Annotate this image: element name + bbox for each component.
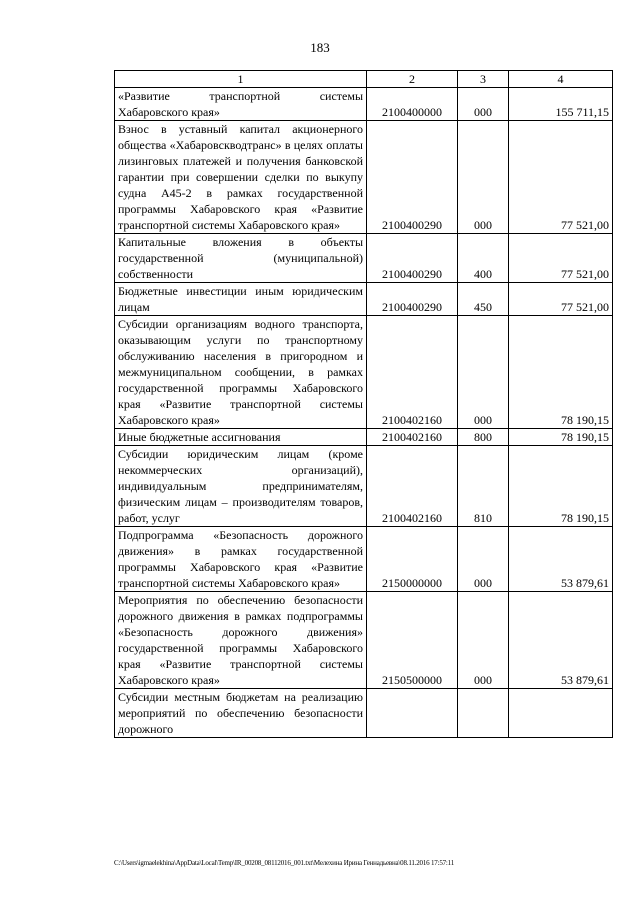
page-number: 183 <box>310 40 330 55</box>
table-row <box>115 527 613 592</box>
row-name: Иные бюджетные ассигнования <box>115 429 367 446</box>
row-sum: 53 879,61 <box>509 527 613 592</box>
row-code: 2150000000 <box>367 527 458 592</box>
row-code: 2100400290 <box>367 121 458 234</box>
file-path-footer: C:\Users\igmaelekhina\AppData\Local\Temp\IR_00208_08112016_001.txt\Мелехина Ирина Геннадьевна\08.11.2016 17:57:11 <box>114 859 455 867</box>
row-kind: 000 <box>458 527 509 592</box>
table-row <box>115 429 613 446</box>
header-col-1: 1 <box>115 71 367 88</box>
row-sum <box>509 689 613 738</box>
row-kind: 450 <box>458 283 509 316</box>
row-kind: 400 <box>458 234 509 283</box>
row-sum: 155 711,15 <box>509 88 613 121</box>
row-sum: 78 190,15 <box>509 446 613 527</box>
table-row <box>115 592 613 689</box>
row-kind: 800 <box>458 429 509 446</box>
table-row <box>115 446 613 527</box>
row-name: Субсидии местным бюджетам на реализацию мероприятий по обеспечению безопасности дорожного <box>115 689 367 738</box>
row-code: 2100402160 <box>367 429 458 446</box>
row-name: Мероприятия по обеспечению безопасности дорожного движения в рамках подпрограммы «Безопасность дорожного движения» государственной программы Хабаровского края «Развитие транспортной системы Хабаровского края» <box>115 592 367 689</box>
row-code: 2100400290 <box>367 283 458 316</box>
budget-table <box>114 70 613 738</box>
row-code: 2100400290 <box>367 234 458 283</box>
table-row <box>115 283 613 316</box>
header-col-4: 4 <box>509 71 613 88</box>
table-row <box>115 121 613 234</box>
table-row <box>115 316 613 429</box>
row-name: Бюджетные инвестиции иным юридическим лицам <box>115 283 367 316</box>
row-code: 2100402160 <box>367 446 458 527</box>
row-name: Подпрограмма «Безопасность дорожного движения» в рамках государственной программы Хабаровского края «Развитие транспортной системы Хабаровского края» <box>115 527 367 592</box>
row-name: Субсидии юридическим лицам (кроме некоммерческих организаций), индивидуальным предпринимателям, физическим лицам – производителям товаров, работ, услуг <box>115 446 367 527</box>
row-name: Капитальные вложения в объекты государственной (муниципальной) собственности <box>115 234 367 283</box>
row-name: «Развитие транспортной системы Хабаровского края» <box>115 88 367 121</box>
table-row <box>115 689 613 738</box>
table-row <box>115 234 613 283</box>
row-name: Субсидии организациям водного транспорта, оказывающим услуги по транспортному обслуживанию населения в пригородном и межмуниципальном сообщении, в рамках государственной программы Хабаровского края «Развитие транспортной системы Хабаровского края» <box>115 316 367 429</box>
row-kind <box>458 689 509 738</box>
header-col-2: 2 <box>367 71 458 88</box>
row-code: 2100400000 <box>367 88 458 121</box>
row-code <box>367 689 458 738</box>
row-code: 2150500000 <box>367 592 458 689</box>
row-sum: 78 190,15 <box>509 429 613 446</box>
row-kind: 000 <box>458 592 509 689</box>
row-sum: 77 521,00 <box>509 121 613 234</box>
row-kind: 000 <box>458 121 509 234</box>
row-name: Взнос в уставный капитал акционерного общества «Хабаровскводтранс» в целях оплаты лизинговых платежей и получения банковской гарантии при совершении сделки по выкупу судна А45-2 в рамках государственной программы Хабаровского края «Развитие транспортной системы Хабаровского края» <box>115 121 367 234</box>
row-sum: 77 521,00 <box>509 234 613 283</box>
row-sum: 78 190,15 <box>509 316 613 429</box>
row-sum: 77 521,00 <box>509 283 613 316</box>
row-code: 2100402160 <box>367 316 458 429</box>
header-col-3: 3 <box>458 71 509 88</box>
table-header-row <box>115 71 613 88</box>
row-kind: 810 <box>458 446 509 527</box>
row-kind: 000 <box>458 316 509 429</box>
table-row <box>115 88 613 121</box>
row-kind: 000 <box>458 88 509 121</box>
row-sum: 53 879,61 <box>509 592 613 689</box>
